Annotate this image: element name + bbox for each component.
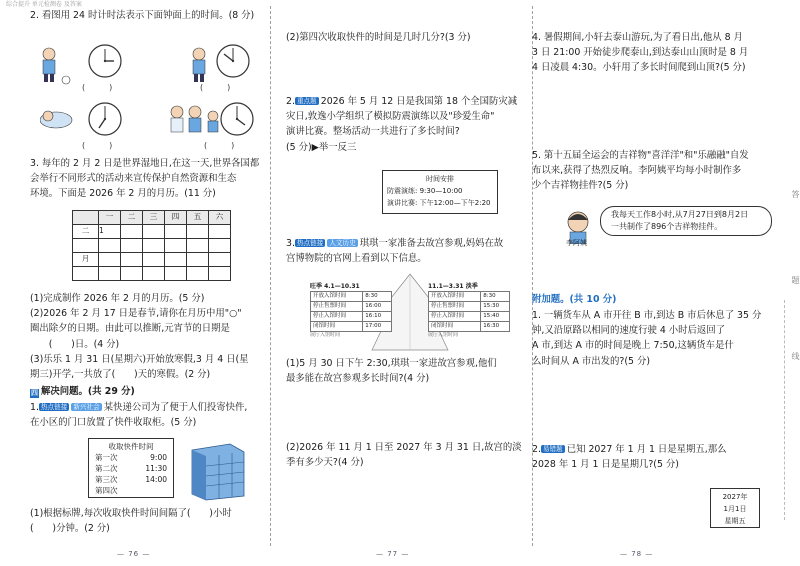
binding-line bbox=[784, 300, 785, 520]
calendar-table bbox=[72, 210, 231, 281]
speaker-name: 李阿姨 bbox=[566, 239, 587, 247]
peak-season-note: 展厅入馆时间 bbox=[310, 331, 341, 338]
calendar-header: 四 bbox=[165, 211, 187, 225]
info-label: 开放入馆时间 bbox=[429, 292, 481, 302]
side-mark-answer: 答 bbox=[790, 190, 800, 198]
tag-culture-history: 人文历史 bbox=[329, 239, 356, 247]
tag-error-prone: 易错题 bbox=[542, 445, 563, 453]
calendar-card bbox=[710, 488, 760, 528]
event-schedule-row: 演讲比赛: 下午12:00—下午2:20 bbox=[387, 199, 491, 207]
off-season-table bbox=[428, 291, 510, 332]
problem-3-sub1 bbox=[286, 356, 530, 386]
info-label: 停止售票时间 bbox=[311, 301, 363, 311]
page-number-76: — 76 — bbox=[117, 549, 151, 558]
pickup-label: 第二次 bbox=[95, 464, 118, 473]
bubble-line-2: 一共制作了896个吉祥物挂件。 bbox=[611, 222, 723, 231]
pickup-time: 11:30 bbox=[145, 464, 167, 473]
peak-season-table bbox=[310, 291, 392, 332]
peak-season-panel bbox=[310, 282, 392, 339]
problem-3: 3. 热点链接 人文历史 琪琪一家准备去故宫参观,妈妈在故 宫博物院的官网上看到以下信息。 bbox=[286, 236, 530, 266]
palace-info-graphic bbox=[310, 272, 510, 352]
q3-sub2-line2: 圈出除夕的日期。由此可以推断,元宵节的日期是 bbox=[30, 323, 230, 335]
calendar-corner bbox=[73, 211, 99, 225]
p1-line-2: 在小区的门口放置了快件收取柜。(5 分) bbox=[30, 417, 197, 429]
question-2-text: 2. 看图用 24 时计时法表示下面钟面上的时间。(8 分) bbox=[30, 10, 255, 21]
question-3-subs bbox=[30, 291, 268, 382]
pickup-schedule-title: 收取快件时间 bbox=[108, 442, 154, 451]
page-left bbox=[0, 0, 270, 566]
p3-sub1-line2: 最多能在故宫参观多长时间?(4 分) bbox=[286, 373, 430, 385]
page-right bbox=[532, 0, 800, 566]
calendar-card-weekday: 星期五 bbox=[724, 517, 746, 525]
p4-line-3: 4 日凌晨 4:30。小轩用了多长时间爬到山顶?(5 分) bbox=[532, 62, 746, 74]
tag-key-question: 重点题 bbox=[296, 97, 317, 105]
off-season-title: 11.1—3.31 淡季 bbox=[428, 283, 478, 290]
bonus-question-2: 2. 易错题 已知 2027 年 1 月 1 日是星期五,那么 2028 年 1 月 1 日是星期几?(5 分) bbox=[532, 442, 780, 472]
question-3 bbox=[30, 156, 268, 202]
problem-2: 2. 重点题 2026 年 5 月 12 日是我国第 18 个全国防灾减 灾日,敦逸小学组织了模拟防震演练以及"珍爱生命" 演讲比赛。整场活动一共进行了多长时间? (5 分)▶举一反三 bbox=[286, 94, 530, 155]
b1-line-2: 钟,又沿原路以相同的速度行驶 4 小时后返回了 bbox=[532, 325, 726, 337]
question-2 bbox=[30, 8, 266, 23]
bubble-line-1: 我每天工作8小时,从7月27日到8月2日 bbox=[611, 210, 749, 219]
p1-sub1-line2: ( )分钟。(2 分) bbox=[30, 523, 110, 535]
event-schedule-box bbox=[382, 170, 498, 214]
page-middle bbox=[270, 0, 532, 566]
section-4-heading bbox=[30, 384, 268, 399]
event-schedule-title: 时间安排 bbox=[426, 175, 454, 183]
p1-sub1-line1: (1)根据标牌,每次收取快件时间间隔了( )小时 bbox=[30, 508, 232, 519]
info-label: 开放入馆时间 bbox=[311, 292, 363, 302]
pickup-label: 第一次 bbox=[95, 453, 118, 462]
b2-line-1: 已知 2027 年 1 月 1 日是星期五,那么 bbox=[566, 444, 727, 455]
p3-sub1-line1: (1)5 月 30 日下午 2:30,琪琪一家进故宫参观,他们 bbox=[286, 358, 497, 369]
svg-text:( ): ( ) bbox=[204, 141, 235, 150]
info-label: 闭馆时间 bbox=[429, 321, 481, 331]
pickup-row bbox=[95, 485, 167, 496]
bonus-heading: 附加题。(共 10 分) bbox=[532, 294, 617, 305]
b2-line-2: 2028 年 1 月 1 日是星期几?(5 分) bbox=[532, 459, 679, 471]
clock-illustrations bbox=[40, 44, 270, 154]
speech-bubble bbox=[600, 206, 772, 236]
q3-sub3-line2: 期三)开学,一共放了( )天的寒假。(2 分) bbox=[30, 369, 211, 381]
info-label: 停止入馆时间 bbox=[311, 311, 363, 321]
q3-line-2: 会举行不同形式的活动来宣传保护自然资源和生态 bbox=[30, 173, 237, 185]
problem-4 bbox=[532, 30, 780, 76]
q3-line-3: 环境。下面是 2026 年 2 月的月历。(11 分) bbox=[30, 188, 216, 200]
info-time: 17:00 bbox=[363, 321, 392, 331]
page-header: 综合提升 单元检测卷 及答案 bbox=[6, 1, 82, 8]
info-label: 停止售票时间 bbox=[429, 301, 481, 311]
side-mark-line: 线 bbox=[790, 352, 800, 360]
q3-sub1: (1)完成制作 2026 年 2 月的月历。(5 分) bbox=[30, 293, 205, 304]
p2-line-3: 演讲比赛。整场活动一共进行了多长时间? bbox=[286, 126, 460, 138]
problem-1: 1. 热点链接 新兴社会 某快递公司为了便于人们投寄快件, 在小区的门口放置了快件收取柜。(5 分) bbox=[30, 400, 268, 430]
q3-sub2-line1: (2)2026 年 2 月 17 日是春节,请你在月历中用"○" bbox=[30, 308, 242, 320]
p2-line-1: 2026 年 5 月 12 日是我国第 18 个全国防灾减 bbox=[320, 96, 518, 107]
tag-hot-link: 热点链接 bbox=[40, 403, 68, 411]
calendar-header: 三 bbox=[143, 211, 165, 225]
off-season-panel bbox=[428, 282, 510, 339]
locker-illustration bbox=[186, 438, 250, 507]
p3-line-2: 宫博物院的官网上看到以下信息。 bbox=[286, 253, 427, 265]
svg-text:( ): ( ) bbox=[82, 141, 113, 150]
bonus-question-1 bbox=[532, 308, 780, 369]
p3-sub2-line1: (2)2026 年 11 月 1 日至 2027 年 3 月 31 日,故宫的淡 bbox=[286, 442, 522, 453]
p1-line-1: 某快递公司为了便于人们投寄快件, bbox=[103, 402, 248, 413]
p2-line-4: (5 分)▶举一反三 bbox=[286, 141, 357, 153]
peak-season-title: 旺季 4.1—10.31 bbox=[310, 283, 360, 290]
info-time: 16:30 bbox=[481, 321, 510, 331]
calendar-month-char: 二 bbox=[73, 225, 99, 239]
q3-line-1: 3. 每年的 2 月 2 日是世界湿地日,在这一天,世界各国都 bbox=[30, 158, 260, 169]
p3-sub2-line2: 季有多少天?(4 分) bbox=[286, 457, 364, 469]
b1-line-4: 么时间从 A 市出发的?(5 分) bbox=[532, 355, 650, 367]
info-time: 15:30 bbox=[481, 301, 510, 311]
p3-line-1: 琪琪一家准备去故宫参观,妈妈在故 bbox=[359, 238, 504, 249]
pickup-label: 第四次 bbox=[95, 486, 118, 495]
q3-sub3-line1: (3)乐乐 1 月 31 日(星期六)开始放寒假,3 月 4 日(星 bbox=[30, 353, 249, 365]
problem-5 bbox=[532, 148, 780, 194]
section-4-icon: 四 bbox=[31, 389, 38, 397]
p5-line-3: 少个吉祥物挂件?(5 分) bbox=[532, 180, 629, 192]
svg-text:( ): ( ) bbox=[200, 83, 231, 92]
calendar-header: 五 bbox=[187, 211, 209, 225]
p4-line-1: 4. 暑假期间,小轩去泰山游玩,为了看日出,他从 8 月 bbox=[532, 32, 743, 43]
pickup-label: 第三次 bbox=[95, 475, 118, 484]
p5-line-1: 5. 第十五届全运会的吉祥物"喜洋洋"和"乐融融"自发 bbox=[532, 150, 749, 161]
pickup-time: 14:00 bbox=[145, 475, 167, 484]
side-mark-question: 题 bbox=[790, 276, 800, 284]
tag-hot-link: 热点链接 bbox=[296, 239, 324, 247]
page-number-78: — 78 — bbox=[620, 549, 654, 558]
calendar-header: 一 bbox=[99, 211, 121, 225]
off-season-note: 展厅入馆时间 bbox=[428, 331, 459, 338]
info-time: 8:30 bbox=[363, 292, 392, 302]
calendar-header: 六 bbox=[209, 211, 231, 225]
problem-3-sub2 bbox=[286, 440, 530, 470]
problem-1-sub1 bbox=[30, 506, 268, 536]
info-time: 8:30 bbox=[481, 292, 510, 302]
page-number-77: — 77 — bbox=[376, 549, 410, 558]
tag-new-society: 新兴社会 bbox=[73, 403, 100, 411]
calendar-cell-first: 1 bbox=[99, 225, 121, 239]
calendar-header-row bbox=[73, 211, 231, 225]
p5-line-2: 布以来,获得了热烈反响。李阿姨平均每小时制作多 bbox=[532, 165, 742, 177]
parcel-locker-icon bbox=[186, 438, 250, 502]
svg-text:( ): ( ) bbox=[82, 83, 113, 92]
info-time: 15:40 bbox=[481, 311, 510, 321]
info-time: 16:00 bbox=[363, 301, 392, 311]
clock-scenes-icon bbox=[40, 44, 270, 154]
problem-1-sub2 bbox=[286, 30, 530, 45]
p2-line-2: 灾日,敦逸小学组织了模拟防震演练以及"珍爱生命" bbox=[286, 111, 495, 123]
info-time: 16:10 bbox=[363, 311, 392, 321]
pickup-row bbox=[95, 452, 167, 463]
q3-sub2-line3: ( )日。(4 分) bbox=[30, 338, 120, 350]
pickup-row bbox=[95, 463, 167, 474]
p4-line-2: 3 日 21:00 开始徒步爬泰山,到达泰山山顶时是 8 月 bbox=[532, 47, 749, 59]
b1-line-3: A 市,到达 A 市的时间是晚上 7:50,这辆货车是什 bbox=[532, 340, 734, 352]
event-schedule-row: 防震演练: 9:30—10:00 bbox=[387, 187, 463, 195]
pickup-schedule-sign bbox=[88, 438, 174, 498]
b1-line-1: 1. 一辆货车从 A 市开往 B 市,到达 B 市后休息了 35 分 bbox=[532, 310, 762, 321]
info-label: 停止入馆时间 bbox=[429, 311, 481, 321]
p1-sub2-text: (2)第四次收取快件的时间是几时几分?(3 分) bbox=[286, 32, 471, 43]
pickup-time: 9:00 bbox=[150, 453, 167, 462]
info-label: 闭馆时间 bbox=[311, 321, 363, 331]
calendar-card-year: 2027年 bbox=[722, 493, 748, 501]
pickup-row bbox=[95, 474, 167, 485]
calendar-header: 二 bbox=[121, 211, 143, 225]
section-4-title: 解决问题。(共 29 分) bbox=[41, 386, 135, 397]
calendar-card-date: 1月1日 bbox=[723, 505, 747, 513]
calendar-month-char: 月 bbox=[73, 253, 99, 267]
